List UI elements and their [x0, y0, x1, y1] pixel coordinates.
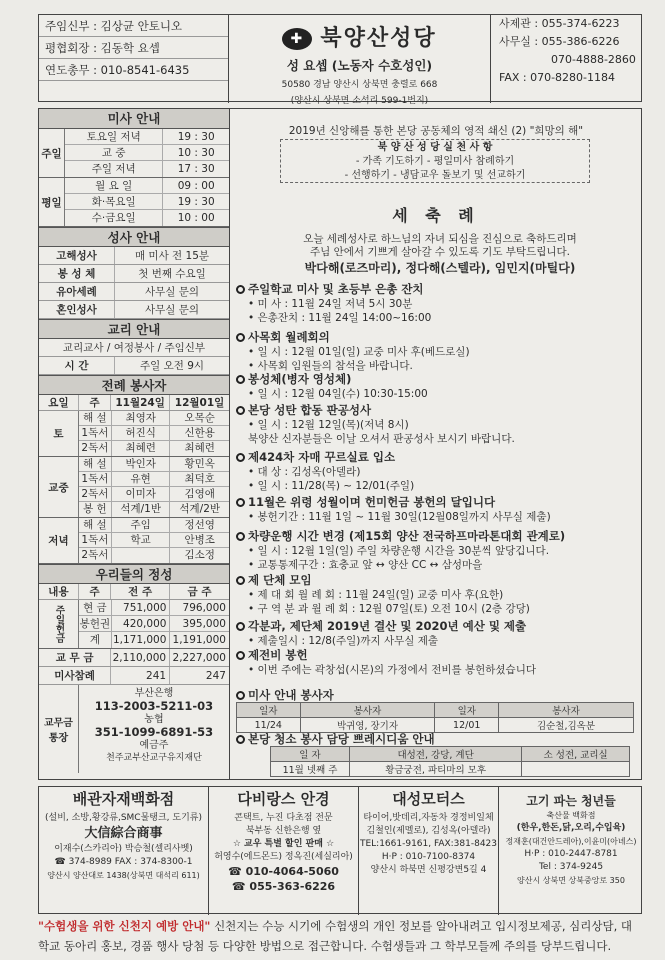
notice-heading: 본당 성탄 합동 판공성사	[248, 403, 372, 417]
server-curr: 최덕호	[184, 473, 215, 485]
notice-heading: 제424차 자매 꾸르실료 입소	[248, 450, 396, 464]
practice-box	[280, 139, 590, 183]
ms-head: 봉사자	[499, 703, 634, 718]
account-number: 113-2003-5211-03	[94, 699, 214, 713]
ms-cell: 11/24	[237, 718, 301, 733]
notice-line: • 제 대 회 월 례 회 : 11월 24일(일) 교중 미사 후(요한)	[248, 589, 504, 601]
notice-item	[236, 329, 636, 373]
sacrament-info: 매 미사 전 15분	[134, 250, 210, 262]
mass-time: 09 : 00	[177, 180, 215, 192]
notices-column	[230, 108, 642, 780]
finance-title: 우리들의 정성	[39, 564, 229, 584]
offering-prev: 1,171,000	[112, 632, 171, 648]
server-prev: 허진식	[112, 426, 171, 440]
ad-title: 대성모터스	[392, 790, 465, 808]
notice-line: • 대 상 : 김성옥(아델라)	[248, 466, 361, 478]
bullet-icon	[236, 406, 245, 415]
notice-line: • 제출일시 : 12/8(주일)까지 사무실 제출	[248, 635, 439, 647]
finance-other-curr: 2,227,000	[172, 652, 226, 664]
ads-footer	[38, 786, 642, 914]
ad-line: H·P : 010-7100-8374	[381, 852, 476, 862]
ad-line: 김철인(제멜로), 김성옥(아델라)	[366, 826, 491, 836]
sacrament-name: 혼인성사	[39, 301, 115, 318]
mass-sunday-group	[39, 129, 229, 178]
mass-server-table	[236, 702, 634, 733]
notice-line: 북양산 신자분들은 이날 오셔서 판공성사 보시기 바랍니다.	[248, 433, 515, 445]
ad-line: ☎ 374-8989 FAX : 374-8300-1	[54, 857, 193, 867]
mass-day: 화·목요일	[65, 194, 163, 209]
server-curr: 오목순	[184, 412, 215, 424]
notice-item	[236, 402, 636, 446]
account-block	[39, 685, 229, 773]
notice-line: • 이번 주에는 곽창섭(시몬)의 가정에서 전비를 봉헌하셨습니다	[248, 664, 536, 676]
ad-line: 이재수(스카리아) 박승철(셀리사벳)	[54, 844, 193, 854]
server-curr: 김영애	[184, 488, 215, 500]
ad-line: (설비, 소방,황강류,SMC물탱크, 도기류)	[45, 813, 202, 823]
finance-header: 내용	[39, 584, 79, 599]
server-group	[39, 457, 229, 518]
bullet-icon	[236, 375, 245, 384]
header-title-block	[229, 15, 491, 106]
account-owner: 천주교부산교구유지재단	[106, 753, 202, 763]
parish-logo-icon: ✚	[282, 28, 312, 50]
sacrament-title: 성사 안내	[39, 227, 229, 247]
notice-item	[236, 528, 636, 572]
notice-line: • 일 시 : 12월 1일(일) 주일 차량운행 시간을 30분씩 앞당깁니다.	[248, 545, 550, 557]
baptism-names: 박다해(로즈마리), 정다해(스텔라), 임민지(마틸다)	[304, 261, 576, 275]
practice-line: - 선행하기 - 냉담교우 돌보기 및 선교하기	[344, 170, 526, 181]
ad-line: Tel : 374-9245	[538, 862, 604, 872]
ad-line: 양산시 하북면 신평강변5길 4	[370, 865, 487, 875]
server-curr: 안병조	[184, 534, 215, 546]
ad-line: TEL:1661-9161, FAX:381-8423	[359, 839, 498, 849]
ms-head: 봉사자	[300, 703, 435, 718]
notice-heading: 제전비 봉헌	[248, 648, 308, 662]
offering-prev: 751,000	[112, 600, 171, 615]
account-holder-label: 예금주	[139, 740, 169, 751]
ad-line: 大信綜合商事	[84, 826, 163, 841]
bullet-icon	[236, 532, 245, 541]
mass-server-title: 미사 안내 봉사자	[248, 688, 334, 702]
account-label: 교무금 통장	[39, 685, 79, 773]
ad-line: H·P : 010-2447-8781	[524, 849, 618, 859]
ad-line: 양산시 양산대로 1438(상북면 대석리 611)	[47, 871, 200, 880]
notice-item	[236, 572, 636, 616]
notice-heading: 11월은 위령 성월이며 헌미헌금 봉헌의 달입니다	[248, 495, 496, 509]
notice-heading: "수험생을 위한 신천지 예방 안내"	[38, 919, 211, 933]
secretary-line: 연도총무 : 010-8541-6435	[39, 59, 228, 81]
server-curr: 석계/2반	[179, 503, 221, 515]
notice-item	[236, 647, 636, 677]
pastor-line: 주임신부 : 김상균 안토니오	[39, 15, 228, 37]
server-day-label: 토	[39, 411, 79, 456]
notice-heading: 봉성체(병자 영성체)	[248, 372, 352, 386]
server-day-label: 교중	[39, 457, 79, 517]
server-prev: 주임	[112, 518, 171, 532]
header-contacts-right	[491, 15, 643, 103]
ad-line: ☎ 055-363-6226	[231, 880, 336, 893]
ms-cell: 김순철,김옥분	[499, 718, 634, 733]
server-curr: 최혜련	[184, 442, 215, 454]
server-group	[39, 518, 229, 564]
finance-other-curr: 247	[205, 670, 226, 682]
bank-name: 부산은행	[134, 688, 174, 699]
bullet-icon	[236, 498, 245, 507]
server-role: 해 설	[79, 411, 112, 425]
server-day-label: 저녁	[39, 518, 79, 563]
server-prev: 최혜련	[112, 441, 171, 456]
baptism-title: 세 축 례	[392, 206, 480, 225]
ms-cell: 박귀영, 장기자	[300, 718, 435, 733]
practice-line: - 가족 기도하기 - 평일미사 참례하기	[355, 156, 515, 167]
office-phone2: 070-4888-2860	[551, 53, 636, 66]
catechism-title: 교리 안내	[39, 319, 229, 339]
bullet-icon	[236, 651, 245, 660]
ad-line: ☆ 교우 특별 할인 판매 ☆	[232, 839, 335, 849]
server-role: 해 설	[79, 518, 112, 532]
servers-header: 요일	[39, 395, 79, 410]
ms-cell: 12/01	[435, 718, 499, 733]
bullet-icon	[236, 333, 245, 342]
offering-type: 봉헌권	[79, 618, 111, 630]
parish-title: 북양산성당	[320, 26, 437, 51]
notice-line: • 은총잔치 : 11월 24일 14:00~16:00	[248, 312, 432, 324]
header	[38, 14, 642, 106]
mass-title: 미사 안내	[39, 109, 229, 129]
ad-line: 축산물 백화점	[546, 811, 596, 820]
mass-time: 17 : 30	[177, 163, 215, 175]
rectory-phone: 사제관 : 055-374-6223	[499, 17, 620, 30]
server-group	[39, 411, 229, 457]
ad-line: 북부동 신한은행 옆	[245, 826, 322, 836]
mass-time: 19 : 30	[177, 131, 215, 143]
ad-motors	[359, 787, 499, 915]
sacrament-info: 사무실 문의	[144, 304, 200, 316]
finance-header: 전 주	[111, 584, 170, 599]
servers-header: 11월24일	[111, 395, 170, 410]
notice-heading: 제 단체 모임	[248, 573, 312, 587]
cl-head: 일 자	[271, 747, 350, 762]
notice-item	[236, 494, 636, 524]
sacrament-info: 첫 번째 수요일	[138, 268, 206, 280]
finance-other-prev: 241	[111, 667, 170, 684]
finance-other-label: 교 무 금	[39, 649, 111, 666]
ad-line: 타이어,밧데리,자동차 경정비일체	[363, 813, 494, 823]
offering-type: 현 금	[79, 600, 112, 615]
server-prev: 석계/1반	[112, 502, 171, 517]
server-prev: 박인자	[112, 457, 171, 471]
notice-line: • 일 시 : 12월 01일(일) 교중 미사 후(베드로실)	[248, 346, 470, 358]
cl-cell: 11월 넷째 주	[271, 762, 350, 777]
practice-title: 북 양 산 성 당 실 천 사 항	[377, 142, 493, 153]
year-headline: 2019년 신앙해를 통한 본당 공동체의 영적 쇄신 (2) "희망의 해"	[288, 125, 584, 137]
sacrament-name: 고해성사	[39, 247, 115, 264]
patron-saint: 성 요셉 (노동자 수호성인)	[286, 58, 433, 73]
cl-cell	[522, 762, 630, 777]
finance-other-label: 미사참례	[39, 667, 111, 684]
ad-line: 콘택트, 누진 다초점 전문	[234, 813, 333, 823]
bullet-icon	[236, 735, 245, 744]
server-curr: 김소정	[184, 549, 215, 561]
finance-header: 금 주	[187, 586, 212, 598]
catechism-time: 주일 오전 9시	[139, 360, 205, 372]
offering-type: 계	[79, 632, 112, 648]
address-line1: 50580 경남 양산시 상북면 충렬로 668	[281, 80, 438, 90]
notice-item	[236, 449, 636, 493]
servers-title: 전례 봉사자	[39, 375, 229, 395]
notice-line: • 일 시 : 12월 04일(수) 10:30-15:00	[248, 388, 428, 400]
ad-line: 정재훈(대건안드레아),이윤미(아녜스)	[505, 837, 637, 846]
ad-butcher	[499, 787, 643, 915]
offering-label: 주일헌금	[39, 600, 79, 648]
weekday-label: 평일	[39, 178, 65, 226]
offering-curr: 395,000	[182, 618, 226, 630]
finance-other-prev: 2,110,000	[111, 649, 170, 666]
cl-cell: 황금궁전, 파티마의 모후	[349, 762, 521, 777]
address-line2: (양산시 상북면 소석리 599-1번지)	[290, 96, 429, 106]
baptism-line: 오늘 세례성사로 하느님의 자녀 되심을 진심으로 축하드리며	[303, 233, 577, 245]
server-prev: 학교	[112, 533, 171, 547]
ad-plumbing	[39, 787, 209, 915]
notice-line: • 사목회 임원들의 참석을 바랍니다.	[248, 360, 413, 372]
council-line: 평협회장 : 김동학 요셉	[39, 37, 228, 59]
server-curr: 황민옥	[184, 458, 215, 470]
bullet-icon	[236, 453, 245, 462]
notice-item	[236, 281, 636, 325]
server-prev	[112, 548, 171, 563]
server-curr: 신한용	[184, 427, 215, 439]
server-role: 해 설	[79, 457, 112, 471]
footer-notice	[38, 916, 642, 956]
bullet-icon	[236, 285, 245, 294]
server-prev: 이미자	[112, 487, 171, 501]
notice-item	[236, 618, 636, 648]
servers-header: 12월01일	[174, 397, 225, 409]
fax-number: FAX : 070-8280-1184	[499, 71, 615, 84]
ad-title: 다비랑스 안경	[237, 790, 330, 808]
ad-title: 고기 파는 청년들	[526, 794, 616, 808]
ad-line: ☎ 010-4064-5060	[228, 865, 339, 878]
ms-head: 일자	[435, 703, 499, 718]
mass-day: 월 요 일	[65, 178, 163, 193]
server-prev: 최영자	[112, 411, 171, 425]
servers-header: 주	[79, 395, 111, 410]
mass-day: 수·금요일	[65, 210, 163, 226]
notice-line: • 봉헌기간 : 11월 1일 ~ 11월 30일(12월08일까지 사무실 제출)	[248, 511, 551, 523]
ad-line: 허영수(에드몬드) 정옥진(세실리아)	[214, 852, 353, 862]
blank-line	[39, 81, 228, 103]
left-column	[38, 108, 230, 780]
servers-table	[39, 411, 229, 564]
mass-time: 10 : 30	[177, 147, 215, 159]
mass-day: 토요일 저녁	[65, 129, 163, 144]
cl-head: 대성전, 강당, 계단	[349, 747, 521, 762]
ad-line: 양산시 상북면 상북중앙로 350	[517, 876, 625, 885]
offering-group	[39, 600, 229, 649]
catechism-line: 교리교사 / 여정봉사 / 주임신부	[62, 342, 206, 354]
mass-time: 19 : 30	[177, 196, 215, 208]
mass-day: 교 중	[65, 145, 163, 160]
bullet-icon	[236, 622, 245, 631]
ad-line: (한우,한돈,닭,오리,수입육)	[516, 823, 626, 833]
notice-heading: 각분과, 제단체 2019년 결산 및 2020년 예산 및 제출	[248, 619, 527, 633]
notice-line: • 구 역 분 과 월 례 회 : 12월 07일(토) 오전 10시 (2층 강당)	[248, 603, 530, 615]
server-role: 봉 헌	[79, 502, 112, 517]
notice-heading: 사목회 월례회의	[248, 330, 330, 344]
ad-title: 배관자재백화점	[72, 790, 175, 808]
notice-item	[236, 371, 636, 401]
cleaning-table	[270, 746, 630, 777]
notice-text: 신천지는 수능 시기에 수험생의 개인 정보를 알아내려고 입시정보제공, 심리상담, 대학교 동아리 홍보, 경품 행사 당첨 등 다양한 방법으로 접근합니다. 수험생들과 그 학부모들께 주의를 당부드립니다.	[38, 919, 632, 953]
sunday-label: 주일	[39, 129, 65, 177]
bank-name: 농협	[144, 714, 164, 725]
notice-line: • 일 시 : 11/28(목) ~ 12/01(주일)	[248, 480, 415, 492]
server-role: 2독서	[79, 441, 112, 456]
cleaning-title: 본당 청소 봉사 담당 쁘레시디움 안내	[248, 732, 435, 746]
sacrament-info: 사무실 문의	[144, 286, 200, 298]
ms-head: 일자	[237, 703, 301, 718]
sacrament-name: 봉 성 체	[39, 265, 115, 282]
server-role: 1독서	[79, 426, 112, 440]
ad-optician	[209, 787, 359, 915]
finance-header: 주	[79, 584, 111, 599]
notice-line: • 교통통제구간 : 효충교 앞 ↔ 양산 CC ↔ 삼성마을	[248, 559, 483, 571]
sacrament-name: 유아세례	[39, 283, 115, 300]
server-role: 2독서	[79, 548, 112, 563]
offering-prev: 420,000	[112, 616, 171, 631]
notice-heading: 주일학교 미사 및 초등부 은총 잔치	[248, 282, 424, 296]
mass-weekday-group	[39, 178, 229, 227]
offering-curr: 796,000	[182, 602, 226, 614]
header-contacts-left	[39, 15, 229, 103]
server-prev: 유현	[112, 472, 171, 486]
notice-line: • 미 사 : 11월 24일 저녁 5시 30분	[248, 298, 413, 310]
server-role: 1독서	[79, 472, 112, 486]
bullet-icon	[236, 576, 245, 585]
bullet-icon	[236, 691, 245, 700]
notice-heading: 차량운행 시간 변경 (제15회 양산 전국하프마라톤대회 관계로)	[248, 529, 566, 543]
notice-line: • 일 시 : 12월 12일(목)(저녁 8시)	[248, 419, 409, 431]
server-role: 2독서	[79, 487, 112, 501]
catechism-time-label: 시 간	[39, 357, 115, 374]
baptism-line: 주님 안에서 기쁘게 살아갈 수 있도록 기도 부탁드립니다.	[310, 246, 570, 258]
mass-day: 주일 저녁	[65, 161, 163, 177]
mass-time: 10 : 00	[177, 212, 215, 224]
server-role: 1독서	[79, 533, 112, 547]
offering-curr: 1,191,000	[172, 634, 226, 646]
office-phone: 사무실 : 055-386-6226	[499, 35, 620, 48]
cl-head: 소 성전, 교리실	[522, 747, 630, 762]
account-number: 351-1099-6891-53	[94, 725, 214, 739]
server-curr: 정선영	[184, 519, 215, 531]
